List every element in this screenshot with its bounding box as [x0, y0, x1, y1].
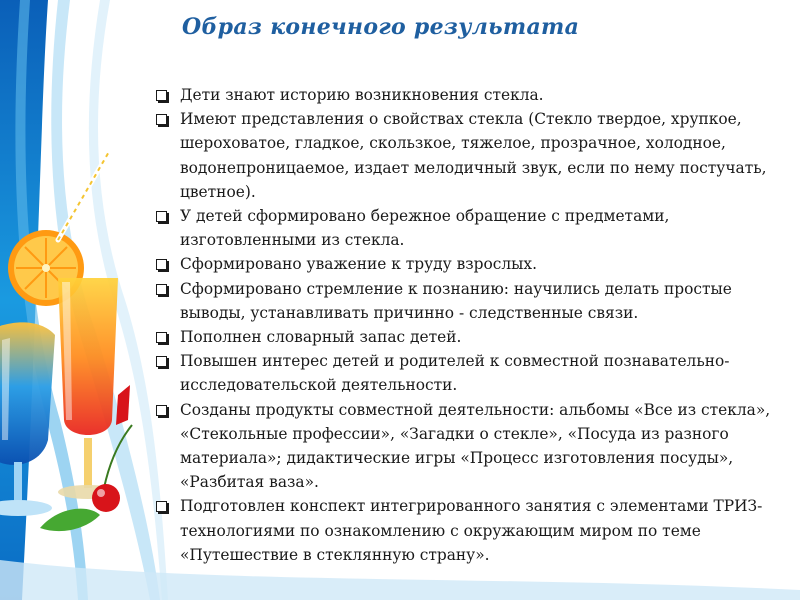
checkbox-bullet-icon [156, 501, 167, 512]
list-item-text: Имеют представления о свойствах стекла (Стекло твердое, хрупкое, шероховатое, гладкое, скользкое, тяжелое, прозрачное, холодное, водонепроницаемое, издает мелодичный звук, если по нему постучать, цветное). [180, 110, 767, 201]
checkbox-bullet-icon [156, 332, 167, 343]
list-item-text: Подготовлен конспект интегрированного занятия с элементами ТРИЗ-технологиями по ознакомлению с окружающим миром по теме «Путешествие в стеклянную страну». [180, 497, 763, 564]
checkbox-bullet-icon [156, 284, 167, 295]
checkbox-bullet-icon [156, 259, 167, 270]
list-item [156, 494, 798, 567]
list-item-text: Сформировано уважение к труду взрослых. [180, 255, 537, 274]
list-item [156, 325, 798, 349]
checkbox-bullet-icon [156, 211, 167, 222]
list-item-text: Созданы продукты совместной деятельности: альбомы «Все из стекла», «Стекольные профессии», «Загадки о стекле», «Посуда из разного материала»; дидактические игры «Процесс изготовления посуды», «Разбитая ваза». [180, 400, 771, 492]
list-item [156, 204, 798, 252]
checkbox-bullet-icon [156, 356, 167, 367]
ribbon-icon [116, 385, 130, 425]
list-item-text: У детей сформировано бережное обращение с предметами, изготовленными из стекла. [180, 207, 670, 250]
checkbox-bullet-icon [156, 90, 167, 101]
list-item [156, 252, 798, 276]
list-item-text: Повышен интерес детей и родителей к совместной познавательно-исследовательской деятельности. [180, 352, 730, 395]
list-item [156, 83, 798, 107]
list-item [156, 107, 798, 204]
checkbox-bullet-icon [156, 405, 167, 416]
list-item [156, 398, 798, 495]
list-item-text: Дети знают историю возникновения стекла. [180, 86, 544, 104]
leaf-icon [40, 509, 100, 531]
list-item-text: Пополнен словарный запас детей. [180, 328, 462, 347]
page-title: Образ конечного результата [182, 14, 580, 40]
result-list [156, 83, 798, 567]
list-item-text: Сформировано стремление к познанию: научились делать простые выводы, устанавливать причинно - следственные связи. [180, 279, 732, 322]
list-item [156, 277, 798, 325]
checkbox-bullet-icon [156, 114, 167, 125]
list-item [156, 349, 798, 397]
